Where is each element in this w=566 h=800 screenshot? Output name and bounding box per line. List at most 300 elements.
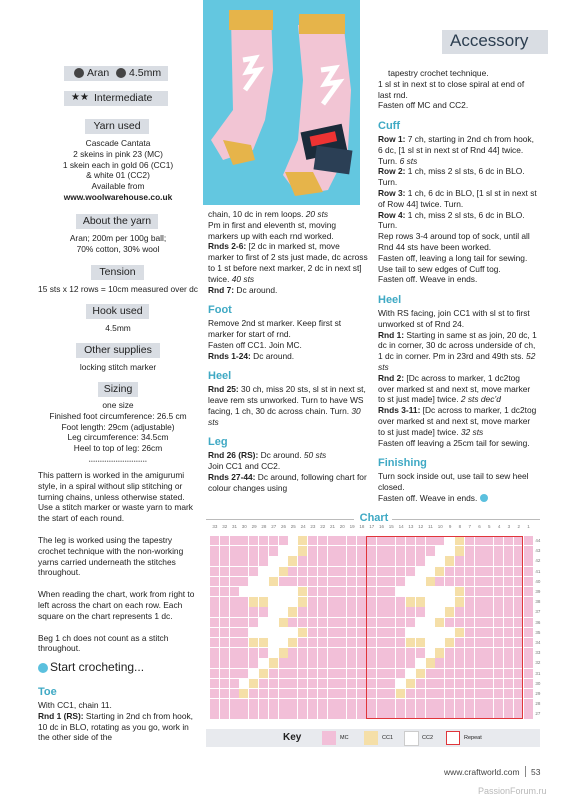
chart-cell xyxy=(239,607,248,616)
yarn-used-line: Cascade Cantata xyxy=(85,138,151,148)
leg-rnd26-count: 50 sts xyxy=(303,450,327,461)
chart-cell xyxy=(288,709,297,718)
chart-cell xyxy=(524,658,533,667)
yarn-used-line: & white 01 (CC2) xyxy=(86,170,150,181)
chart-cell xyxy=(357,577,366,586)
chart-cell xyxy=(210,618,219,627)
chart-cell xyxy=(210,658,219,667)
chart-col-number: 32 xyxy=(222,524,228,529)
chart-cell xyxy=(288,648,297,657)
chart-cell xyxy=(308,699,317,708)
chart-cell xyxy=(298,556,307,565)
chart-cell xyxy=(337,577,346,586)
chart-row-number: 34 xyxy=(535,640,541,645)
chart-cell xyxy=(249,546,258,555)
start-bullet-icon xyxy=(38,663,48,673)
section-title: Accessory xyxy=(450,31,529,50)
cuff-row-text: 1 ch, miss 2 sl sts, 6 dc in BLO. Turn. xyxy=(378,166,525,188)
chart-col-number: 21 xyxy=(329,524,335,529)
chart-cell xyxy=(318,689,327,698)
chart-cell xyxy=(220,679,229,688)
col2-rnd7 xyxy=(208,285,368,296)
chart-cell xyxy=(249,689,258,698)
yarn-weight: Aran xyxy=(87,67,110,79)
chart-cell xyxy=(328,689,337,698)
chart-cell xyxy=(347,577,356,586)
chart-cell xyxy=(249,648,258,657)
chart-cell xyxy=(524,679,533,688)
sock-photo xyxy=(203,0,360,205)
chart-cell xyxy=(347,628,356,637)
chart-cell xyxy=(269,628,278,637)
toe-rnd1 xyxy=(38,711,202,743)
col3-cont3: Fasten off MC and CC2. xyxy=(378,100,469,111)
heel2-row-count: 52 sts xyxy=(378,351,536,372)
chart-col-number: 15 xyxy=(388,524,394,529)
chart-cell xyxy=(357,597,366,606)
chart-cell xyxy=(337,709,346,718)
chart-col-number: 12 xyxy=(418,524,424,529)
chart-cell xyxy=(347,638,356,647)
key-swatch-repeat xyxy=(446,731,460,745)
chart-cell xyxy=(249,587,258,596)
chart-cell xyxy=(249,567,258,576)
col2-pm: Pm in first and eleventh st, moving markers up with each rnd worked. xyxy=(208,219,337,241)
chart-cell xyxy=(347,607,356,616)
chart-row-number: 29 xyxy=(535,691,541,696)
finishing-heading: Finishing xyxy=(378,457,427,470)
chart-col-number: 24 xyxy=(300,524,306,529)
chart-cell xyxy=(259,577,268,586)
cuff-row-label: Row 1: xyxy=(378,133,406,144)
chart-cell xyxy=(308,546,317,555)
heel2-row xyxy=(378,405,538,437)
chart-cell xyxy=(328,669,337,678)
chart-cell xyxy=(230,546,239,555)
chart-cell xyxy=(298,607,307,616)
footer-site: www.craftworld.com xyxy=(444,767,520,777)
chart-cell xyxy=(210,648,219,657)
chart-col-number: 31 xyxy=(231,524,237,529)
sizing-line: one size xyxy=(102,400,134,410)
chart-cell xyxy=(269,567,278,576)
chart-cell xyxy=(279,536,288,545)
chart-cell xyxy=(318,709,327,718)
chart-col-number: 23 xyxy=(310,524,316,529)
chart-cell xyxy=(298,658,307,667)
chart-col-number: 27 xyxy=(271,524,277,529)
chart-cell xyxy=(288,546,297,555)
leg-heading: Leg xyxy=(208,436,228,449)
chart-cell xyxy=(357,669,366,678)
chart-cell xyxy=(249,607,258,616)
chart-col-number: 4 xyxy=(497,524,501,529)
cuff-row-label: Row 3: xyxy=(378,187,406,198)
heel2-fasten: Fasten off leaving a 25cm tail for sewing. xyxy=(378,437,530,448)
chart-row-number: 35 xyxy=(535,629,541,635)
chart-cell xyxy=(524,577,533,586)
chart-cell xyxy=(318,638,327,647)
chart-cell xyxy=(318,546,327,555)
chart-col-number: 22 xyxy=(320,524,326,529)
chart-cell xyxy=(269,607,278,616)
sizing-title: Sizing xyxy=(98,382,138,397)
chart-cell xyxy=(337,536,346,545)
chart-cell xyxy=(269,577,278,586)
chart-cell xyxy=(524,556,533,565)
heel2-row-label: Rnd 1: xyxy=(378,329,405,340)
note-paragraph: The leg is worked using the tapestry crochet technique with the non-working yarns carried underneath the stitches throughout. xyxy=(38,534,184,578)
chart-row-number: 30 xyxy=(535,680,541,686)
chart-cell xyxy=(239,679,248,688)
heel2-row-count: 2 sts dec’d xyxy=(460,394,501,405)
chart-col-number: 28 xyxy=(261,524,267,529)
heel-heading: Heel xyxy=(208,370,232,383)
chart-cell xyxy=(524,628,533,637)
chart-cell xyxy=(328,648,337,657)
chart-cell xyxy=(288,597,297,606)
chart-cell xyxy=(239,709,248,718)
chart-cell xyxy=(259,587,268,596)
chart-cell xyxy=(337,638,346,647)
toe-rnd1-text: Starting in 2nd ch from hook, 10 dc in BLO, rotating as you go, work in the other side of the xyxy=(38,710,193,743)
chart-cell xyxy=(308,607,317,616)
heel2-heading: Heel xyxy=(378,294,402,307)
key-swatch-cc1 xyxy=(364,731,378,745)
chart-row-number: 42 xyxy=(535,558,541,564)
chart-cell xyxy=(318,577,327,586)
chart-cell xyxy=(308,618,317,627)
chart-cell xyxy=(308,669,317,678)
chart-cell xyxy=(210,587,219,596)
chart-cell xyxy=(210,638,219,647)
chart-cell xyxy=(249,577,258,586)
chart-cell xyxy=(220,577,229,586)
chart-cell xyxy=(269,597,278,606)
chart-cell xyxy=(210,669,219,678)
chart-cell xyxy=(347,709,356,718)
hook-icon xyxy=(116,68,126,78)
chart-cell xyxy=(249,658,258,667)
chart-cell xyxy=(337,546,346,555)
about-line: Aran; 200m per 100g ball; xyxy=(69,233,167,243)
chart-cell xyxy=(279,658,288,667)
sizing-list xyxy=(40,400,196,454)
cuff-row xyxy=(378,188,538,210)
chart-cell xyxy=(220,638,229,647)
chart-cell xyxy=(357,618,366,627)
chart-cell xyxy=(220,567,229,576)
heel2-row-text: [Dc across to marker, 1 dc2tog over marked st and next st, move marker to st just made] twice. xyxy=(378,405,537,437)
chart-cell xyxy=(318,628,327,637)
chart-cell xyxy=(259,658,268,667)
chart-cell xyxy=(308,638,317,647)
key-label-mc: MC xyxy=(340,735,349,741)
chart-cell xyxy=(239,536,248,545)
chart-cell xyxy=(288,536,297,545)
chart-cell xyxy=(259,648,268,657)
key-label-cc2: CC2 xyxy=(422,735,434,741)
chart-col-number: 9 xyxy=(448,524,452,529)
dotted-divider: •••••••••••••••••••••••••• xyxy=(88,459,148,465)
chart-cell xyxy=(298,587,307,596)
heel-rnd25 xyxy=(208,384,368,427)
chart-cell xyxy=(298,699,307,708)
chart-cell xyxy=(220,618,229,627)
chart-cell xyxy=(357,638,366,647)
chart-title: Chart xyxy=(359,512,389,524)
chart-cell xyxy=(220,556,229,565)
tension-title: Tension xyxy=(91,265,144,280)
chart-cell xyxy=(230,607,239,616)
chart-cell xyxy=(308,587,317,596)
about-title: About the yarn xyxy=(76,214,158,229)
chart-cell xyxy=(298,689,307,698)
chart-repeat-box xyxy=(366,536,523,720)
chart-col-number: 10 xyxy=(437,524,443,529)
foot-rnds-label: Rnds 1-24: xyxy=(208,350,251,361)
yarn-used-line: 2 skeins in pink 23 (MC) xyxy=(73,148,163,159)
chart-cell xyxy=(210,699,219,708)
level-stars: ★★ xyxy=(71,92,89,103)
chart-row-number: 36 xyxy=(535,619,541,625)
chart-cell xyxy=(328,577,337,586)
chart-cell xyxy=(269,556,278,565)
chart-cell xyxy=(210,689,219,698)
chart-cell xyxy=(239,689,248,698)
chart-cell xyxy=(337,597,346,606)
chart-cell xyxy=(524,597,533,606)
about-text xyxy=(40,233,196,255)
chart-cell xyxy=(220,536,229,545)
chart-cell xyxy=(357,587,366,596)
heel2-row-label: Rnds 3-11: xyxy=(378,405,421,416)
foot-text: Remove 2nd st marker. Keep first st marker for start of rnd. xyxy=(208,318,342,339)
chart-cell xyxy=(269,638,278,647)
col2-cont xyxy=(208,209,368,220)
chart-cell xyxy=(308,679,317,688)
chart-cell xyxy=(230,669,239,678)
notes xyxy=(38,470,198,654)
chart-cell xyxy=(279,699,288,708)
chart-cell xyxy=(279,546,288,555)
chart-cell xyxy=(318,648,327,657)
chart-cell xyxy=(308,556,317,565)
chart-cell xyxy=(337,567,346,576)
chart-cell xyxy=(318,699,327,708)
end-dot-icon xyxy=(480,494,488,502)
chart-cell xyxy=(288,658,297,667)
col2-rnds26 xyxy=(208,241,368,284)
cuff-row-text: 1 ch, miss 2 sl sts, 6 dc in BLO. Turn. xyxy=(378,209,525,231)
chart-row-number: 44 xyxy=(535,538,541,543)
key-title: Key xyxy=(283,732,302,743)
chart-cell xyxy=(259,689,268,698)
chart-cell xyxy=(210,679,219,688)
cuff-row xyxy=(378,134,538,166)
chart-cell xyxy=(347,618,356,627)
chart-cell xyxy=(239,618,248,627)
chart-cell xyxy=(210,546,219,555)
chart-cell xyxy=(249,699,258,708)
footer-divider xyxy=(525,766,526,777)
chart-cell xyxy=(279,638,288,647)
heel2-row-count: 32 sts xyxy=(460,426,484,437)
supplies-title: Other supplies xyxy=(76,343,160,358)
chart-cell xyxy=(298,709,307,718)
chart-col-number: 3 xyxy=(507,524,511,529)
chart-col-number: 1 xyxy=(527,524,530,529)
chart-cell xyxy=(328,536,337,545)
chart-cell xyxy=(308,577,317,586)
chart-cell xyxy=(298,597,307,606)
chart-cell xyxy=(308,689,317,698)
chart-cell xyxy=(524,546,533,555)
chart-cell xyxy=(328,567,337,576)
chart-cell xyxy=(259,536,268,545)
foot-rnds-text: Dc around. xyxy=(250,350,295,361)
chart-col-number: 2 xyxy=(517,524,520,529)
chart-cell xyxy=(220,587,229,596)
heel2-intro: With RS facing, join CC1 with sl st to first unworked st of Rnd 24. xyxy=(378,307,530,329)
chart-cell xyxy=(259,618,268,627)
ball-icon xyxy=(74,68,84,78)
chart-cell xyxy=(210,628,219,637)
chart-cell xyxy=(210,567,219,576)
chart-row-number: 33 xyxy=(535,650,541,656)
cuff-weave: Fasten off. Weave in ends. xyxy=(378,274,478,285)
chart-col-number: 19 xyxy=(349,524,355,529)
chart-cell xyxy=(230,556,239,565)
chart-cell xyxy=(308,709,317,718)
hook-text: 4.5mm xyxy=(105,323,131,333)
chart-cell xyxy=(347,679,356,688)
chart-cell xyxy=(337,658,346,667)
chart-cell xyxy=(249,709,258,718)
chart-cell xyxy=(337,699,346,708)
chart-cell xyxy=(347,567,356,576)
chart-cell xyxy=(337,607,346,616)
chart-cell xyxy=(279,567,288,576)
chart-cell xyxy=(249,679,258,688)
chart-cell xyxy=(524,669,533,678)
chart-cell xyxy=(318,669,327,678)
chart-cell xyxy=(279,709,288,718)
chart-cell xyxy=(288,628,297,637)
leg-rnds-label: Rnds 27-44: xyxy=(208,471,256,482)
heel2-row xyxy=(378,330,538,373)
note-paragraph: When reading the chart, work from right to left across the chart on each row. Each square on the chart represents 1 dc. xyxy=(38,589,195,621)
chart-row-number: 32 xyxy=(535,660,541,666)
chart-cell xyxy=(259,709,268,718)
chart-cell xyxy=(357,556,366,565)
chart-cell xyxy=(239,669,248,678)
chart-row-number: 41 xyxy=(535,568,541,574)
chart-cell xyxy=(259,546,268,555)
chart-cell xyxy=(298,618,307,627)
chart-cell xyxy=(337,618,346,627)
chart-cell xyxy=(259,679,268,688)
chart-cell xyxy=(288,689,297,698)
chart-cell xyxy=(328,618,337,627)
chart-cell xyxy=(328,587,337,596)
chart-cell xyxy=(230,597,239,606)
note-paragraph: This pattern is worked in the amigurumi style, in a spiral without slip stitching or turning chains, unless otherwise stated. Use a stitch marker or waste yarn to mark the start of each round. xyxy=(38,470,193,524)
chart-area xyxy=(206,524,546,726)
chart-cell xyxy=(318,587,327,596)
chart-cell xyxy=(318,658,327,667)
chart-cell xyxy=(357,699,366,708)
tension-text: 15 sts x 12 rows = 10cm measured over dc xyxy=(38,284,198,294)
chart-cell xyxy=(347,536,356,545)
chart-cell xyxy=(308,648,317,657)
col2-rnds26-label: Rnds 2-6: xyxy=(208,241,247,252)
chart-cell xyxy=(524,689,533,698)
chart-cell xyxy=(269,536,278,545)
chart-cell xyxy=(230,709,239,718)
supplies-text: locking stitch marker xyxy=(79,362,157,372)
chart-cell xyxy=(357,658,366,667)
chart-cell xyxy=(269,618,278,627)
chart-cell xyxy=(288,699,297,708)
cuff-sew: Use tail to sew edges of Cuff tog. xyxy=(378,263,501,274)
heel-rnd25-count: 30 sts xyxy=(208,405,361,427)
chart-cell xyxy=(357,546,366,555)
chart-cell xyxy=(318,679,327,688)
chart-cell xyxy=(279,587,288,596)
hook-size-badge: 4.5mm xyxy=(129,67,162,79)
cuff-row-text: 7 ch, starting in 2nd ch from hook, 6 dc, [1 sl st in next st of Rnd 44] twice. Turn. xyxy=(378,133,534,166)
chart-cell xyxy=(269,648,278,657)
chart-cell xyxy=(210,577,219,586)
chart-cell xyxy=(328,556,337,565)
chart-cell xyxy=(298,679,307,688)
chart-cell xyxy=(259,567,268,576)
chart-cell xyxy=(524,699,533,708)
watermark: PassionForum.ru xyxy=(478,786,547,796)
chart-cell xyxy=(239,597,248,606)
chart-cell xyxy=(239,546,248,555)
leg-rnds-text: Dc around, following chart for colour changes using xyxy=(208,471,367,493)
chart-cell xyxy=(239,638,248,647)
key-label-repeat: Repeat xyxy=(464,735,482,741)
chart-cell xyxy=(347,658,356,667)
chart-cell xyxy=(220,689,229,698)
chart-cell xyxy=(288,567,297,576)
cuff-row xyxy=(378,166,538,188)
chart-cell xyxy=(357,689,366,698)
chart-cell xyxy=(357,648,366,657)
chart-cell xyxy=(288,669,297,678)
yarn-used-list xyxy=(44,138,192,203)
cuff-row-count: 6 sts xyxy=(399,155,418,166)
chart-cell xyxy=(279,679,288,688)
cuff-row-text: 1 ch, 6 dc in BLO, [1 sl st in next st of Row 44] twice. Turn. xyxy=(378,187,537,209)
chart-cell xyxy=(239,658,248,667)
chart-cell xyxy=(298,546,307,555)
chart-cell xyxy=(288,638,297,647)
chart-cell xyxy=(220,546,229,555)
hook-title: Hook used xyxy=(86,304,149,319)
yarn-used-link[interactable]: www.woolwarehouse.co.uk xyxy=(63,191,173,202)
heel-rnd25-label: Rnd 25: xyxy=(208,384,239,395)
chart-cell xyxy=(298,536,307,545)
chart-cell xyxy=(230,536,239,545)
heel2-row xyxy=(378,373,538,405)
chart-col-number: 6 xyxy=(478,524,481,529)
chart-col-number: 16 xyxy=(378,524,384,529)
chart-cell xyxy=(357,607,366,616)
